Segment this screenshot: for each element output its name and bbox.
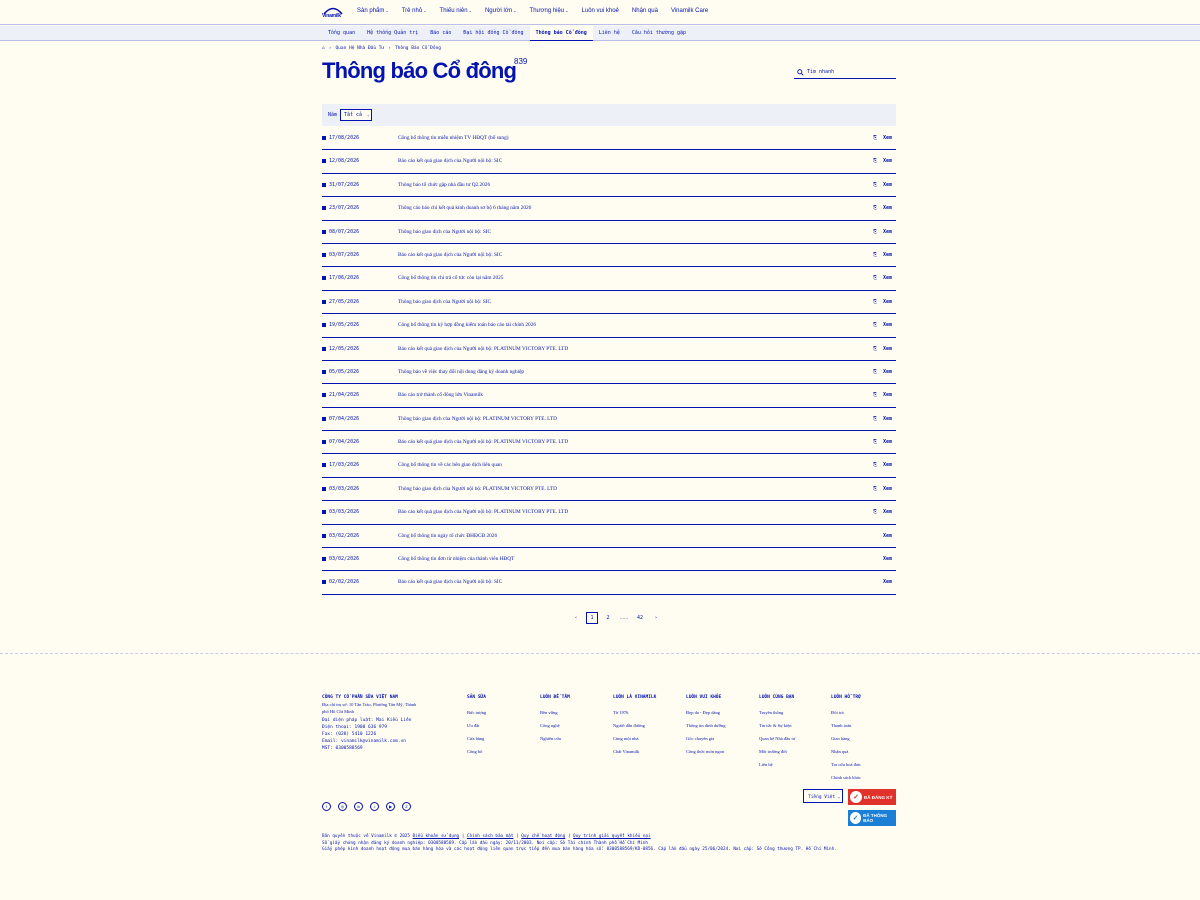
announcement-title[interactable]: Báo cáo kết quả giao dịch của Người nội bộ: PLATINUM VICTORY PTE. LTD: [398, 439, 569, 446]
nav-item-1[interactable]: [402, 8, 427, 14]
nav-item-3[interactable]: [485, 8, 517, 14]
announcement-title[interactable]: Công bố thông tin ký hợp đồng kiểm toán báo cáo tài chính 2026: [398, 322, 537, 329]
legal-line-copyright: Bản quyền thuộc về Vinamilk © 2025 Điều khoản sử dụng | Chính sách bảo mật | Quy chế hoạt động | Quy trình giải quyết khiếu nại: [322, 834, 651, 839]
bullet-square-icon: [322, 206, 326, 210]
footer-link[interactable]: Cửa hàng: [467, 736, 485, 741]
logo-text[interactable]: Vinamilk: [322, 13, 341, 19]
view-button[interactable]: Xem: [883, 532, 893, 539]
nav-item-label: Người lớn: [484, 8, 513, 14]
footer-link[interactable]: Quan hệ Nhà đầu tư: [759, 736, 796, 741]
footer-column-2: [613, 694, 656, 758]
chevron-down-icon: ⌄: [468, 8, 472, 13]
announcement-title[interactable]: Công bố thông tin miễn nhiệm TV HĐQT (bổ sung): [398, 135, 509, 141]
footer-link[interactable]: Chất Vinamilk: [613, 749, 640, 754]
company-address: Địa chỉ trụ sở: 10 Tân Trào, Phường Tân Mỹ, Thành phố Hồ Chí Minh: [322, 702, 417, 714]
breadcrumb: [322, 46, 441, 51]
privacy-link[interactable]: Chính sách bảo mật: [466, 834, 514, 839]
bullet-square-icon: [322, 323, 326, 327]
bullet-square-icon: [322, 230, 326, 234]
announcement-date: 07/04/2026: [329, 415, 360, 422]
footer-column-3: [686, 694, 725, 758]
home-icon[interactable]: ⌂: [322, 46, 325, 51]
footer-link[interactable]: Công bố: [467, 749, 483, 754]
subnav-tab-2[interactable]: Báo cáo: [430, 30, 452, 36]
announcement-date: 02/02/2026: [329, 579, 360, 586]
year-filter-label: Năm: [328, 112, 338, 118]
download-icon[interactable]: ⎘: [873, 299, 878, 305]
checkmark-icon: ✓: [850, 812, 861, 824]
copyright-text: Bản quyền thuộc về Vinamilk © 2025: [322, 834, 410, 839]
social-links: [322, 802, 411, 811]
footer-link[interactable]: Công nghệ: [540, 723, 560, 728]
year-filter-select[interactable]: [340, 109, 372, 121]
announcement-title[interactable]: Thông báo giao dịch của Người nội bộ: PLATINUM VICTORY PTE. LTD: [398, 485, 557, 492]
view-button[interactable]: Xem: [883, 579, 893, 586]
company-phone[interactable]: Điện thoại: 1900 636 979: [322, 725, 388, 730]
bullet-square-icon: [322, 136, 326, 140]
footer-divider: [0, 653, 1200, 654]
bullet-square-icon: [322, 253, 326, 257]
announcement-row[interactable]: [322, 431, 896, 454]
announcement-row[interactable]: [322, 478, 896, 501]
footer-column-heading: LUÔN LÀ VINAMILK: [613, 695, 657, 700]
page-42[interactable]: 42: [636, 615, 644, 621]
bullet-square-icon: [322, 300, 326, 304]
company-fax: Fax: (028) 5410 1226: [322, 732, 377, 737]
footer-link[interactable]: Nhận quà: [831, 749, 849, 754]
operation-rules-link[interactable]: Quy chế hoạt động: [521, 834, 566, 839]
search-input[interactable]: [794, 64, 896, 79]
download-icon[interactable]: ⎘: [873, 276, 878, 282]
bullet-square-icon: [322, 276, 326, 280]
notified-badge-label: ĐÃ THÔNG BÁO: [863, 813, 888, 823]
page-title: Thông báo Cổ đông: [322, 58, 517, 83]
footer-link[interactable]: Nghiên cứu: [540, 736, 562, 741]
next-page-icon[interactable]: ›: [654, 615, 658, 621]
download-icon[interactable]: ⎘: [873, 346, 878, 352]
announcement-row[interactable]: [322, 291, 896, 314]
download-icon[interactable]: ⎘: [873, 486, 878, 492]
search-placeholder: Tìm nhanh: [807, 69, 835, 75]
footer-column-4: [759, 694, 795, 771]
breadcrumb-separator-icon: ›: [388, 46, 391, 51]
prev-page-icon[interactable]: ‹: [574, 615, 578, 621]
announcement-title[interactable]: Báo cáo kết quả giao dịch của Người nội bộ: SIC: [398, 158, 503, 165]
footer-company-info: [322, 694, 422, 752]
subnav-tab-6[interactable]: Câu hỏi thường gặp: [631, 30, 687, 36]
announcement-list: [322, 127, 896, 595]
page-2[interactable]: 2: [606, 615, 610, 621]
footer-link[interactable]: Bức tượng: [467, 710, 487, 715]
footer-link[interactable]: Thông tin dinh dưỡng: [686, 723, 726, 728]
announcement-row[interactable]: [322, 525, 896, 548]
nav-item-label: Nhận quà: [631, 8, 658, 14]
view-button[interactable]: Xem: [883, 345, 893, 352]
footer-column-heading: LUÔN HỖ TRỢ: [831, 695, 861, 700]
announcement-date: 17/03/2026: [329, 462, 360, 469]
announcement-row[interactable]: [322, 314, 896, 337]
announcement-title[interactable]: Thông báo giao dịch của Người nội bộ: SIC: [398, 228, 492, 235]
announcement-title[interactable]: Công bố thông tin chi trả cổ tức còn lại năm 2025: [398, 275, 504, 282]
footer-link[interactable]: Giao hàng: [831, 736, 850, 741]
footer-link[interactable]: Môi trường đời: [759, 749, 787, 754]
view-button[interactable]: Xem: [883, 439, 893, 446]
download-icon[interactable]: ⎘: [873, 229, 878, 235]
chevron-down-icon: ⌄: [367, 112, 370, 117]
breadcrumb-item-investor-relations[interactable]: Quan Hệ Nhà Đầu Tư: [335, 46, 385, 51]
announcement-title[interactable]: Báo cáo kết quả giao dịch của Người nội bộ: SIC: [398, 579, 503, 586]
company-name: CÔNG TY CỔ PHẦN SỮA VIỆT NAM: [322, 695, 398, 700]
announcement-date: 03/07/2026: [329, 251, 360, 258]
download-icon[interactable]: ⎘: [873, 252, 878, 258]
pagination: [570, 612, 662, 624]
view-button[interactable]: Xem: [883, 205, 893, 212]
footer-column-1: [540, 694, 570, 745]
announcement-date: 03/02/2026: [329, 556, 360, 563]
page-1[interactable]: 1: [586, 612, 598, 624]
bullet-square-icon: [322, 183, 326, 187]
bullet-square-icon: [322, 580, 326, 584]
announcement-row[interactable]: [322, 221, 896, 244]
announcement-row[interactable]: [322, 174, 896, 197]
search-icon: [797, 69, 804, 76]
top-navigation-bar: [0, 0, 1200, 25]
announcement-date: 19/05/2026: [329, 322, 360, 329]
download-icon[interactable]: ⎘: [873, 393, 878, 399]
announcement-date: 08/07/2026: [329, 228, 360, 235]
announcement-date: 07/04/2026: [329, 439, 360, 446]
download-icon[interactable]: ⎘: [873, 440, 878, 446]
announcement-date: 21/04/2026: [329, 392, 360, 399]
announcement-date: 23/07/2026: [329, 205, 360, 212]
subnav-tab-5[interactable]: Liên hệ: [598, 30, 620, 36]
download-icon[interactable]: ⎘: [873, 510, 878, 516]
footer-link[interactable]: Truyền thông: [759, 710, 784, 715]
announcement-row[interactable]: [322, 408, 896, 431]
company-representative: Đại diện pháp luật: Mai Kiều Liên: [322, 718, 412, 723]
bullet-square-icon: [322, 393, 326, 397]
bullet-square-icon: [322, 417, 326, 421]
footer-link[interactable]: Đổi trả: [831, 710, 844, 715]
announcement-date: 31/07/2026: [329, 181, 360, 188]
tiktok-icon[interactable]: ♪: [370, 802, 379, 811]
section-subnav: [0, 26, 1200, 41]
bullet-square-icon: [322, 347, 326, 351]
download-icon[interactable]: ⎘: [873, 463, 878, 469]
subnav-tab-3[interactable]: Đại hội đồng Cổ đông: [463, 30, 524, 36]
footer-column-heading: LUÔN VUI KHỎE: [686, 695, 722, 700]
footer-link[interactable]: Cùng một nhà: [613, 736, 639, 741]
download-icon[interactable]: ⎘: [873, 159, 878, 165]
year-filter-value: Tất cả: [344, 112, 363, 118]
subnav-tab-4[interactable]: Thông báo Cổ đông: [530, 26, 593, 41]
announcement-title[interactable]: Thông báo về việc thay đổi nội dung đăng ký doanh nghiệp: [398, 368, 525, 375]
view-button[interactable]: Xem: [883, 135, 893, 141]
announcement-title[interactable]: Báo cáo kết quả giao dịch của Người nội bộ: PLATINUM VICTORY PTE. LTD: [398, 509, 569, 516]
filter-bar: [322, 104, 896, 126]
notified-badge[interactable]: [848, 810, 896, 826]
subnav-tab-0[interactable]: Tổng quan: [328, 30, 356, 36]
footer-link[interactable]: Ưu đãi: [467, 723, 480, 728]
download-icon[interactable]: ⎘: [873, 136, 878, 141]
nav-item-label: Trẻ nhỏ: [401, 8, 423, 14]
footer-link[interactable]: Người dẫn đường: [613, 723, 645, 728]
view-button[interactable]: Xem: [883, 392, 893, 399]
view-button[interactable]: Xem: [883, 485, 893, 492]
bullet-square-icon: [322, 557, 326, 561]
view-button[interactable]: Xem: [883, 251, 893, 258]
announcement-date: 03/03/2026: [329, 485, 360, 492]
view-button[interactable]: Xem: [883, 509, 893, 516]
legal-info: [322, 834, 922, 854]
zalo-icon[interactable]: Z: [402, 802, 411, 811]
subnav-tab-1[interactable]: Hệ thống Quản trị: [367, 30, 419, 36]
announcement-title[interactable]: Thông báo tổ chức gặp nhà đầu tư Q2.2026: [398, 181, 491, 188]
youtube-icon[interactable]: ▶: [386, 802, 395, 811]
facebook-icon[interactable]: f: [322, 802, 331, 811]
announcement-date: 05/05/2026: [329, 368, 360, 375]
announcement-title[interactable]: Báo cáo kết quả giao dịch của Người nội bộ: SIC: [398, 251, 503, 258]
language-value: Tiếng Việt: [808, 795, 836, 800]
view-button[interactable]: Xem: [883, 322, 893, 329]
announcement-title[interactable]: Thông báo giao dịch của Người nội bộ: SIC: [398, 298, 492, 305]
instagram-icon[interactable]: ◎: [338, 802, 347, 811]
announcement-title[interactable]: Thông cáo báo chí kết quả kinh doanh sơ bộ 6 tháng năm 2026: [398, 205, 532, 212]
chevron-down-icon: ⌄: [513, 8, 517, 13]
legal-line-registration: Số giấy chứng nhận đăng ký doanh nghiệp: 0300588569. Cấp lần đầu ngày: 20/11/2003. Nơi cấp: Sở Tài chính Thành phố Hồ Chí Minh: [322, 840, 648, 846]
nav-item-2[interactable]: [440, 8, 472, 14]
announcement-date: 03/03/2026: [329, 509, 360, 516]
announcement-date: 17/06/2026: [329, 275, 360, 282]
announcement-title[interactable]: Công bố thông tin đơn từ nhiệm của thành viên HĐQT: [398, 556, 515, 563]
announcement-date: 12/05/2026: [329, 345, 360, 352]
nav-item-label: Vinamilk Care: [670, 8, 709, 14]
download-icon[interactable]: ⎘: [873, 369, 878, 375]
nav-item-label: Sản phẩm: [357, 8, 385, 14]
nav-item-label: Luôn vui khoẻ: [581, 8, 619, 14]
announcement-title[interactable]: Thông báo giao dịch của Người nội bộ: PLATINUM VICTORY PTE. LTD: [398, 415, 557, 422]
announcement-date: 27/05/2026: [329, 298, 360, 305]
chevron-down-icon: ⌄: [385, 8, 389, 13]
nav-item-0[interactable]: [357, 8, 389, 14]
announcement-row[interactable]: [322, 571, 896, 594]
announcement-row[interactable]: [322, 548, 896, 571]
download-icon[interactable]: ⎘: [873, 206, 878, 212]
announcement-row[interactable]: [322, 361, 896, 384]
bullet-square-icon: [322, 510, 326, 514]
announcement-title[interactable]: Báo cáo trở thành cổ đông lớn Vinamilk: [398, 392, 484, 399]
view-button[interactable]: Xem: [883, 462, 893, 469]
bullet-square-icon: [322, 440, 326, 444]
footer-column-heading: SẢN SỮA: [467, 695, 486, 700]
main-nav: [357, 8, 708, 14]
bullet-square-icon: [322, 487, 326, 491]
announcement-date: 17/08/2026: [329, 135, 360, 141]
download-icon[interactable]: ⎘: [873, 323, 878, 329]
complaint-process-link[interactable]: Quy trình giải quyết khiếu nại: [573, 834, 651, 839]
announcement-row[interactable]: [322, 197, 896, 220]
chevron-down-icon: ⌄: [423, 8, 427, 13]
nav-item-7[interactable]: [671, 8, 708, 14]
nav-item-label: Thương hiệu: [529, 8, 565, 14]
announcement-row[interactable]: [322, 244, 896, 267]
registered-badge[interactable]: [848, 789, 896, 805]
nav-item-4[interactable]: [530, 8, 569, 14]
footer-link[interactable]: Thanh toán: [831, 723, 852, 728]
view-button[interactable]: Xem: [883, 556, 893, 563]
breadcrumb-separator-icon: ›: [328, 46, 332, 51]
linkedin-icon[interactable]: in: [354, 802, 363, 811]
footer-link[interactable]: Đẹp da - Đẹp dáng: [686, 710, 720, 715]
chevron-down-icon: ⌄: [565, 8, 569, 13]
footer-link[interactable]: Tin tức & Sự kiện: [759, 723, 792, 728]
announcement-row[interactable]: [322, 338, 896, 361]
announcement-row[interactable]: [322, 384, 896, 407]
view-button[interactable]: Xem: [883, 298, 893, 305]
footer-link[interactable]: Công thức món ngon: [686, 749, 725, 754]
company-email[interactable]: Email: vinamilk@vinamilk.com.vn: [322, 739, 406, 744]
checkmark-icon: ✓: [850, 791, 862, 803]
footer-column-heading: LUÔN CÙNG BẠN: [759, 695, 795, 700]
announcement-row[interactable]: [322, 127, 896, 150]
announcement-count: 839: [514, 57, 528, 66]
subnav-tabs: [322, 26, 692, 41]
view-button[interactable]: Xem: [883, 275, 893, 282]
nav-item-5[interactable]: [582, 8, 619, 14]
announcement-row[interactable]: [322, 150, 896, 173]
footer-column-5: [831, 694, 861, 784]
view-button[interactable]: Xem: [883, 368, 893, 375]
bullet-square-icon: [322, 463, 326, 467]
registered-badge-label: ĐÃ ĐĂNG KÝ: [864, 794, 893, 800]
announcement-date: 12/08/2026: [329, 158, 360, 165]
terms-link[interactable]: Điều khoản sử dụng: [412, 834, 460, 839]
footer-column-0: [467, 694, 486, 758]
view-button[interactable]: Xem: [883, 158, 893, 165]
download-icon[interactable]: ⎘: [873, 182, 878, 188]
bullet-square-icon: [322, 370, 326, 374]
chevron-down-icon: ⌄: [837, 794, 841, 799]
announcement-row[interactable]: [322, 267, 896, 290]
announcement-title[interactable]: Báo cáo kết quả giao dịch của Người nội bộ: PLATINUM VICTORY PTE. LTD: [398, 345, 569, 352]
bullet-square-icon: [322, 159, 326, 163]
footer-link[interactable]: Tra cứu hoá đơn: [831, 762, 861, 767]
language-select[interactable]: [803, 789, 843, 803]
announcement-title[interactable]: Công bố thông tin ngày tổ chức ĐHĐCĐ 2026: [398, 532, 498, 539]
footer-column-heading: LUÔN ĐỂ TÂM: [540, 695, 570, 700]
announcement-date: 03/02/2026: [329, 532, 360, 539]
announcement-row[interactable]: [322, 454, 896, 477]
footer-link[interactable]: Góc chuyên gia: [686, 736, 715, 741]
announcement-title[interactable]: Công bố thông tin về các bên giao dịch liên quan: [398, 462, 502, 469]
pagination-ellipsis: ...: [619, 615, 629, 621]
footer-link[interactable]: Từ 1976: [613, 710, 629, 715]
breadcrumb-item-current: Thông Báo Cổ Đông: [394, 46, 441, 51]
footer-link[interactable]: Chính sách khác: [831, 775, 861, 780]
legal-line-license: Giấy phép kinh doanh hoạt động mua bán hàng hóa và các hoạt động liên quan trực tiếp đến mua bán hàng hóa số: 0300588569/KD-0856. Cấp lần đầu ngày 25/06/2024. Nơi cấp: Sở Công thương TP. Hồ Chí Minh.: [322, 847, 837, 852]
footer-link[interactable]: Liên hệ: [759, 762, 773, 767]
view-button[interactable]: Xem: [883, 181, 893, 188]
view-button[interactable]: Xem: [883, 228, 893, 235]
company-tax-code: MST: 0300588569: [322, 746, 363, 751]
nav-item-6[interactable]: [632, 8, 658, 14]
announcement-row[interactable]: [322, 501, 896, 524]
bullet-square-icon: [322, 534, 326, 538]
view-button[interactable]: Xem: [883, 415, 893, 422]
footer-link[interactable]: Bền vững: [540, 710, 558, 715]
download-icon[interactable]: ⎘: [873, 416, 878, 422]
nav-item-label: Thiếu niên: [439, 8, 468, 14]
